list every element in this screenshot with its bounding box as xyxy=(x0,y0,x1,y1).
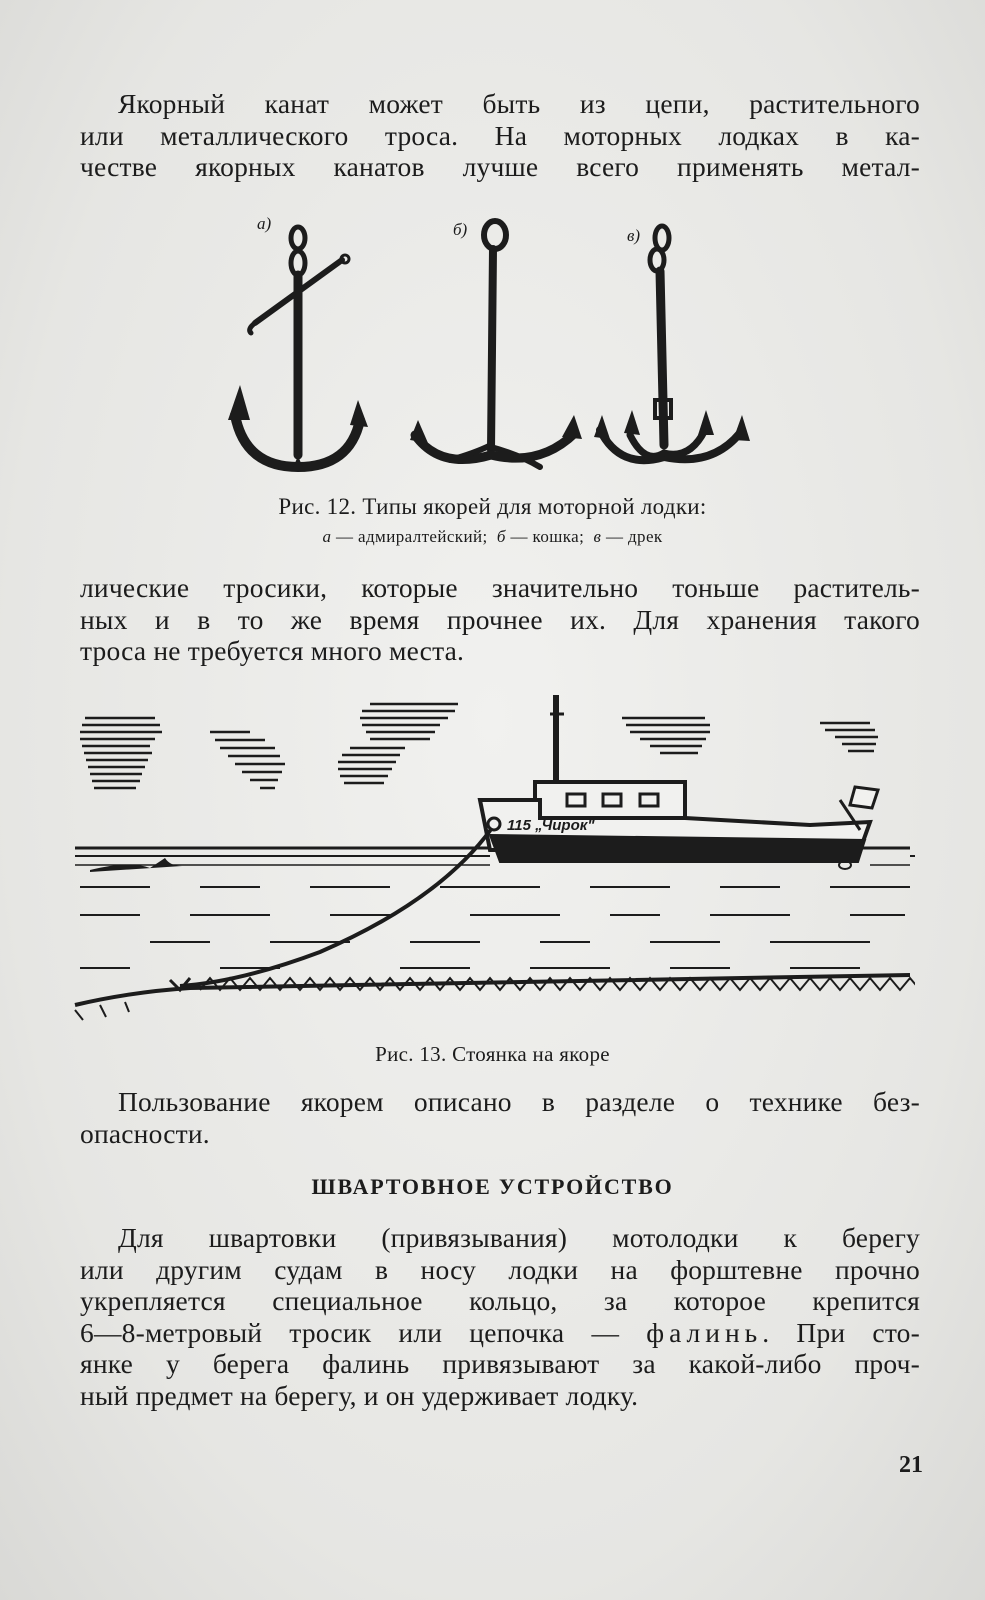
boat-name-label: 115 „Чирок" xyxy=(507,817,595,834)
figure-12-legend xyxy=(0,527,985,547)
water-drawing xyxy=(75,848,915,968)
figure-label-v: в) xyxy=(627,226,641,245)
section-heading: ШВАРТОВНОЕ УСТРОЙСТВО xyxy=(311,1174,674,1199)
anchor-rope xyxy=(180,828,492,986)
boat-at-anchor-figure xyxy=(70,690,915,1035)
text-line: ных и в то же время прочнее их. Для хранения такого xyxy=(80,603,920,635)
legend-key-a: а xyxy=(322,527,332,546)
grapnel-anchor-drawing xyxy=(415,221,575,467)
drek-anchor-drawing xyxy=(600,226,740,460)
paragraph-3 xyxy=(80,1086,920,1149)
text-segment: . При сто- xyxy=(762,1316,920,1348)
legend-key-b: б xyxy=(496,527,506,546)
text-segment: 6—8-метровый тросик или цепочка — xyxy=(80,1316,647,1348)
text-line: опасности. xyxy=(80,1117,210,1149)
text-line: Для швартовки (привязывания) мотолодки к берегу xyxy=(118,1222,920,1253)
text-line: или металлического троса. На моторных лодках в ка- xyxy=(80,119,920,151)
paragraph-4 xyxy=(80,1222,920,1411)
text-line: янке у берега фалинь привязывают за какой-либо проч- xyxy=(80,1348,920,1379)
figure-label-b: б) xyxy=(453,220,468,239)
text-line: лические тросики, которые значительно тоньше раститель- xyxy=(80,572,920,603)
legend-key-v: в xyxy=(593,527,602,546)
text-line xyxy=(80,1317,920,1349)
page-number: 21 xyxy=(899,1452,923,1478)
paragraph-2 xyxy=(80,572,920,667)
motorboat-drawing xyxy=(480,695,878,869)
text-line: Пользование якорем описано в разделе о технике без- xyxy=(118,1086,920,1117)
text-line: укрепляется специальное кольцо, за которое крепится xyxy=(80,1285,920,1316)
figure-13-caption: Рис. 13. Стоянка на якоре xyxy=(375,1042,610,1066)
text-line: Якорный канат может быть из цепи, растительного xyxy=(118,88,920,119)
text-line: троса не требуется много места. xyxy=(80,635,465,666)
legend-text-b: — кошка; xyxy=(505,527,585,546)
paragraph-1 xyxy=(80,88,920,183)
legend-text-v: — дрек xyxy=(601,527,663,546)
anchor-types-figure xyxy=(200,205,790,490)
term-falin: фалинь xyxy=(646,1316,763,1348)
figure-12-caption: Рис. 12. Типы якорей для моторной лодки: xyxy=(278,494,707,519)
sea-bottom-drawing xyxy=(75,975,915,1020)
clouds-drawing xyxy=(80,704,878,788)
legend-text-a: — адмиралтейский; xyxy=(331,527,488,546)
text-line: или другим судам в носу лодки на форштевне прочно xyxy=(80,1253,920,1285)
admiralty-anchor-drawing xyxy=(235,227,360,467)
figure-label-a: а) xyxy=(257,214,272,233)
text-line: ный предмет на берегу, и он удерживает лодку. xyxy=(80,1379,639,1411)
text-line: честве якорных канатов лучше всего применять метал- xyxy=(80,151,920,182)
